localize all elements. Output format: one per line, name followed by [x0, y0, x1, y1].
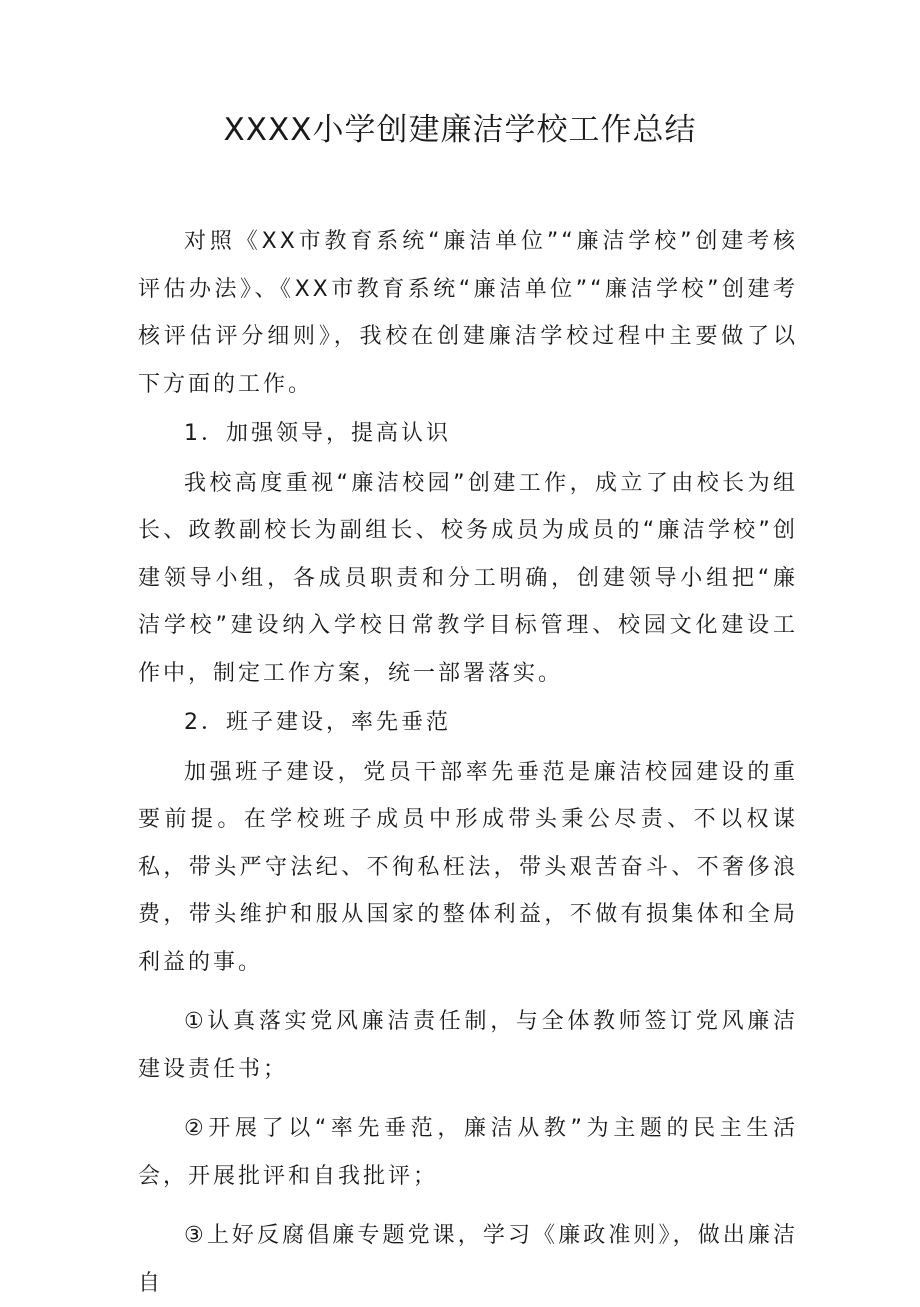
list-item-2: ②开展了以“率先垂范，廉洁从教”为主题的民主生活会，开展批评和自我批评； [138, 1116, 798, 1189]
intro-paragraph: 对照《XX市教育系统“廉洁单位”“廉洁学校”创建考核评估办法》、《XX市教育系统“廉洁单位”“廉洁学校”创建考核评估评分细则》，我校在创建廉洁学校过程中主要做了以下方面的工作。 [138, 229, 798, 397]
section-1-paragraph: 我校高度重视“廉洁校园”创建工作，成立了由校长为组长、政教副校长为副组长、校务成员为成员的“廉洁学校”创建领导小组，各成员职责和分工明确，创建领导小组把“廉洁学校”建设纳入学校日常教学目标管理、校园文化建设工作中，制定工作方案，统一部署落实。 [138, 470, 798, 686]
section-heading-2: 2．班子建设，率先垂范 [184, 710, 451, 735]
list-item-3: ③上好反腐倡廉专题党课，学习《廉政准则》，做出廉洁自 [138, 1223, 798, 1296]
list-item-1: ①认真落实党风廉洁责任制，与全体教师签订党风廉洁建设责任书； [138, 1009, 798, 1082]
document-body [138, 218, 798, 1307]
section-heading-1: 1．加强领导，提高认识 [184, 421, 451, 446]
section-2-paragraph: 加强班子建设，党员干部率先垂范是廉洁校园建设的重要前提。在学校班子成员中形成带头秉公尽责、不以权谋私，带头严守法纪、不徇私枉法，带头艰苦奋斗、不奢侈浪费，带头维护和服从国家的整体利益，不做有损集体和全局利益的事。 [138, 759, 798, 975]
document-title: XXXX小学创建廉洁学校工作总结 [223, 112, 697, 148]
